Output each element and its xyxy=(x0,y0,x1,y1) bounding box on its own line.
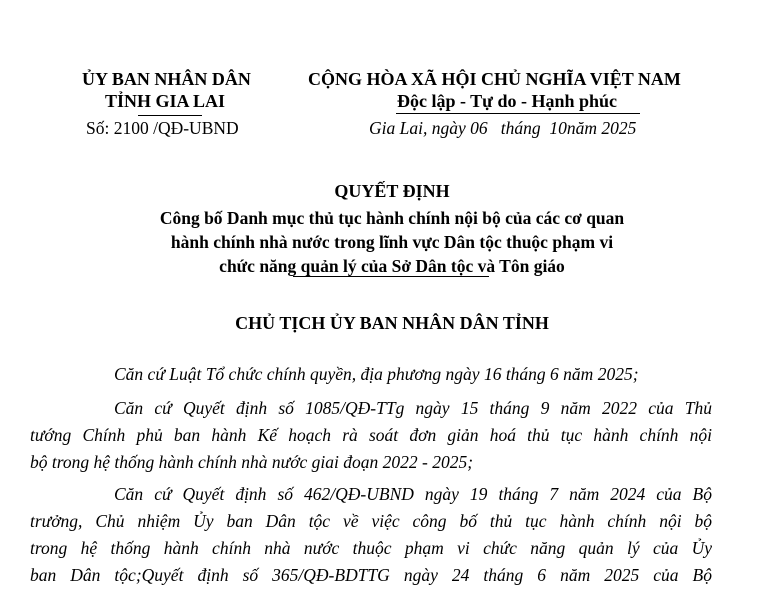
paragraph-line: trong hệ thống hành chính nhà nước thuộc phạm vi chức năng quản lý của Ủy xyxy=(30,538,712,558)
document-subtitle xyxy=(0,206,768,278)
document-type-heading: QUYẾT ĐỊNH xyxy=(334,181,450,201)
subtitle-line: hành chính nhà nước trong lĩnh vực Dân tộc thuộc phạm vi xyxy=(170,232,614,252)
legal-basis-paragraph xyxy=(30,395,712,476)
date-year: năm 2025 xyxy=(566,118,637,138)
paragraph-line: ban Dân tộc;Quyết định số 365/QĐ-BDTTG ngày 24 tháng 6 năm 2025 của Bộ xyxy=(30,565,712,585)
paragraph-line: Căn cứ Quyết định số 1085/QĐ-TTg ngày 15 tháng 9 năm 2022 của Thủ xyxy=(114,398,712,418)
date-month: 10 xyxy=(549,118,567,138)
issue-date xyxy=(369,118,636,139)
motto-underline xyxy=(396,113,640,114)
date-day: 06 xyxy=(470,118,488,138)
legal-basis-paragraph xyxy=(30,481,712,589)
subtitle-line: Công bố Danh mục thủ tục hành chính nội bộ của các cơ quan xyxy=(159,208,625,228)
document-number: Số: 2100 /QĐ-UBND xyxy=(86,118,239,138)
legal-basis-paragraph xyxy=(72,361,712,388)
subtitle-line: chức năng quản lý của Sở Dân tộc và Tôn giáo xyxy=(219,256,565,276)
paragraph-line: Căn cứ Quyết định số 462/QĐ-UBND ngày 19 tháng 7 năm 2024 của Bộ xyxy=(114,484,712,504)
province-name: TỈNH GIA LAI xyxy=(105,91,226,111)
title-underline xyxy=(293,276,489,277)
paragraph-line: Căn cứ Luật Tổ chức chính quyền, địa phương ngày 16 tháng 6 năm 2025; xyxy=(114,364,639,384)
date-month-label: tháng xyxy=(500,118,541,138)
date-prefix: Gia Lai, ngày xyxy=(369,118,466,138)
left-header-underline xyxy=(138,115,202,116)
issuing-authority: ỦY BAN NHÂN DÂN xyxy=(82,69,251,89)
signing-authority: CHỦ TỊCH ỦY BAN NHÂN DÂN TỈNH xyxy=(235,313,549,333)
national-title: CỘNG HÒA XÃ HỘI CHỦ NGHĨA VIỆT NAM xyxy=(308,69,681,89)
national-motto: Độc lập - Tự do - Hạnh phúc xyxy=(397,91,618,111)
paragraph-line: tướng Chính phủ ban hành Kế hoạch rà soát đơn giản hoá thủ tục hành chính nội xyxy=(30,425,712,445)
paragraph-line: trưởng, Chủ nhiệm Ủy ban Dân tộc về việc công bố thủ tục hành chính nội bộ xyxy=(30,511,712,531)
paragraph-line: bộ trong hệ thống hành chính nhà nước giai đoạn 2022 - 2025; xyxy=(30,452,474,472)
